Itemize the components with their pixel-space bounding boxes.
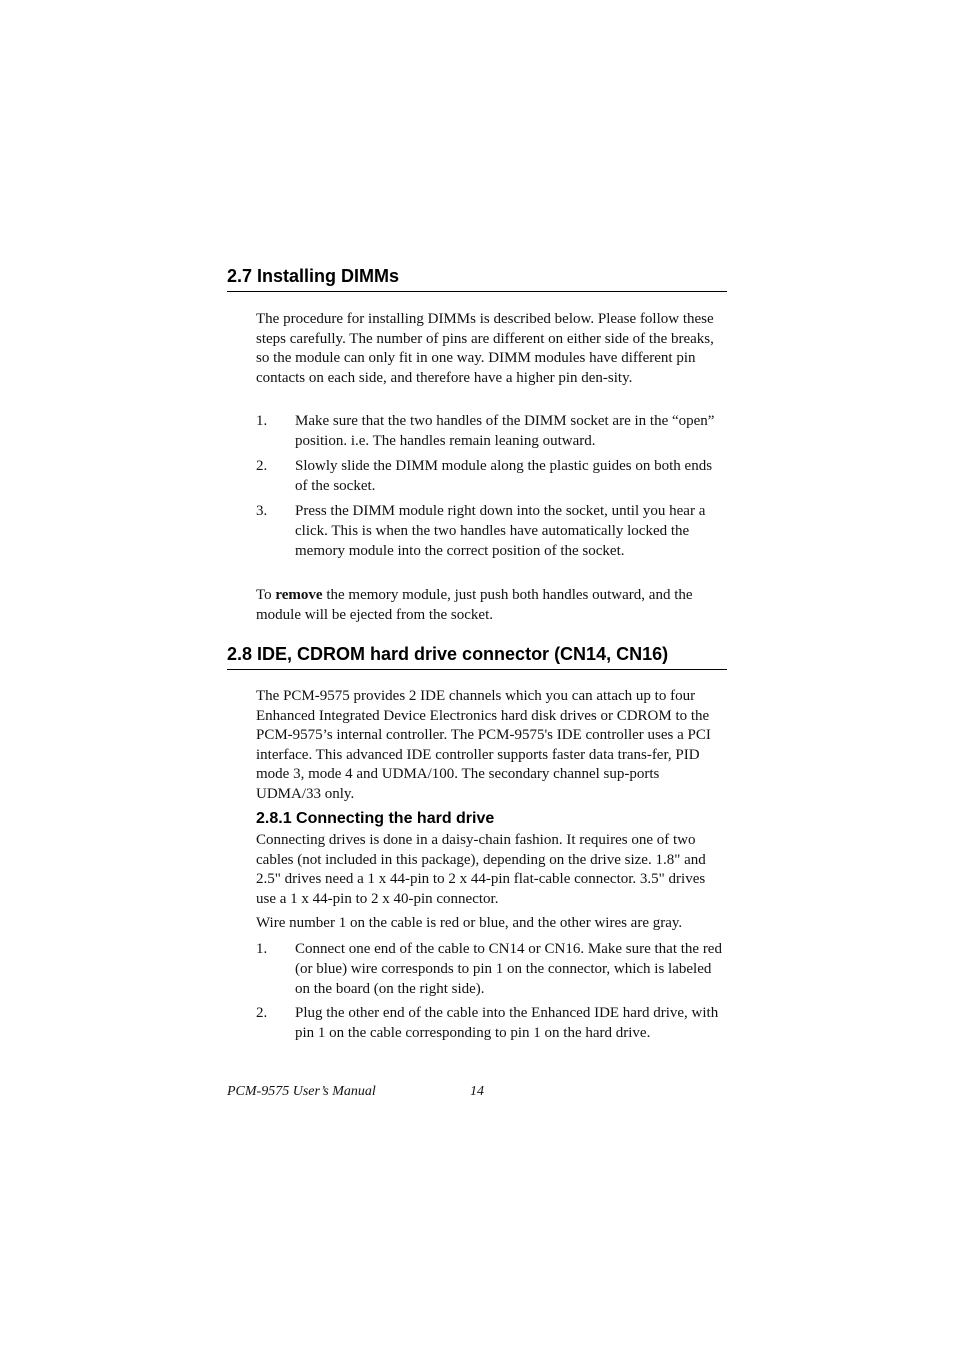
step-number: 3. (256, 503, 268, 519)
ide-intro-paragraph: The PCM-9575 provides 2 IDE channels which you can attach up to four Enhanced Integrated Device Electronics hard disk drives or CDROM to the PCM-9575’s internal controller. The PCM-9575's IDE controller uses a PCI interface. This advanced IDE controller supports faster data trans-fer, PID mode 3, mode 4 and UDMA/100. The secondary channel sup-ports UDMA/33 only. (256, 688, 711, 802)
wire-color-paragraph: Wire number 1 on the cable is red or blue, and the other wires are gray. (256, 915, 683, 931)
step-number: 2. (256, 458, 268, 474)
dimm-intro-paragraph: The procedure for installing DIMMs is described below. Please follow these steps carefully. The number of pins are different on either side of the breaks, so the module can only fit in one way. DIMM modules have different pin contacts on each side, and therefore have a higher pin den-sity. (256, 311, 714, 386)
subheading-connecting-hard-drive: 2.8.1 Connecting the hard drive (256, 810, 495, 827)
step-text: Slowly slide the DIMM module along the plastic guides on both ends of the socket. (295, 458, 713, 494)
step-text: Press the DIMM module right down into the socket, until you hear a click. This is when the two handles have automatically locked the memory module into the correct position of the socket. (295, 503, 706, 559)
step-text: Connect one end of the cable to CN14 or CN16. Make sure that the red (or blue) wire corresponds to pin 1 on the connector, which is labeled on the board (on the right side). (295, 941, 722, 997)
remove-module-paragraph (256, 586, 726, 625)
section-heading-installing-dimms: 2.7 Installing DIMMs (227, 265, 727, 292)
remove-suffix: the memory module, just push both handles outward, and the module will be ejected from the socket. (256, 587, 693, 623)
footer-page-number: 14 (470, 1084, 484, 1099)
section-heading-ide-connector: 2.8 IDE, CDROM hard drive connector (CN14, CN16) (227, 643, 727, 670)
step-number: 2. (256, 1005, 268, 1021)
step-number: 1. (256, 413, 268, 429)
footer-manual-title: PCM-9575 User’s Manual (227, 1084, 376, 1099)
connecting-drives-paragraph: Connecting drives is done in a daisy-chain fashion. It requires one of two cables (not included in this package), depending on the drive size. 1.8" and 2.5" drives need a 1 x 44-pin to 2 x 44-pin flat-cable connector. 3.5" drives use a 1 x 44-pin to 2 x 40-pin connector. (256, 832, 706, 907)
step-text: Plug the other end of the cable into the Enhanced IDE hard drive, with pin 1 on the cable corresponding to pin 1 on the hard drive. (295, 1005, 719, 1041)
step-number: 1. (256, 941, 268, 957)
remove-bold: remove (275, 587, 323, 603)
step-text: Make sure that the two handles of the DIMM socket are in the “open” position. i.e. The handles remain leaning outward. (295, 413, 715, 449)
remove-prefix: To (256, 587, 276, 603)
